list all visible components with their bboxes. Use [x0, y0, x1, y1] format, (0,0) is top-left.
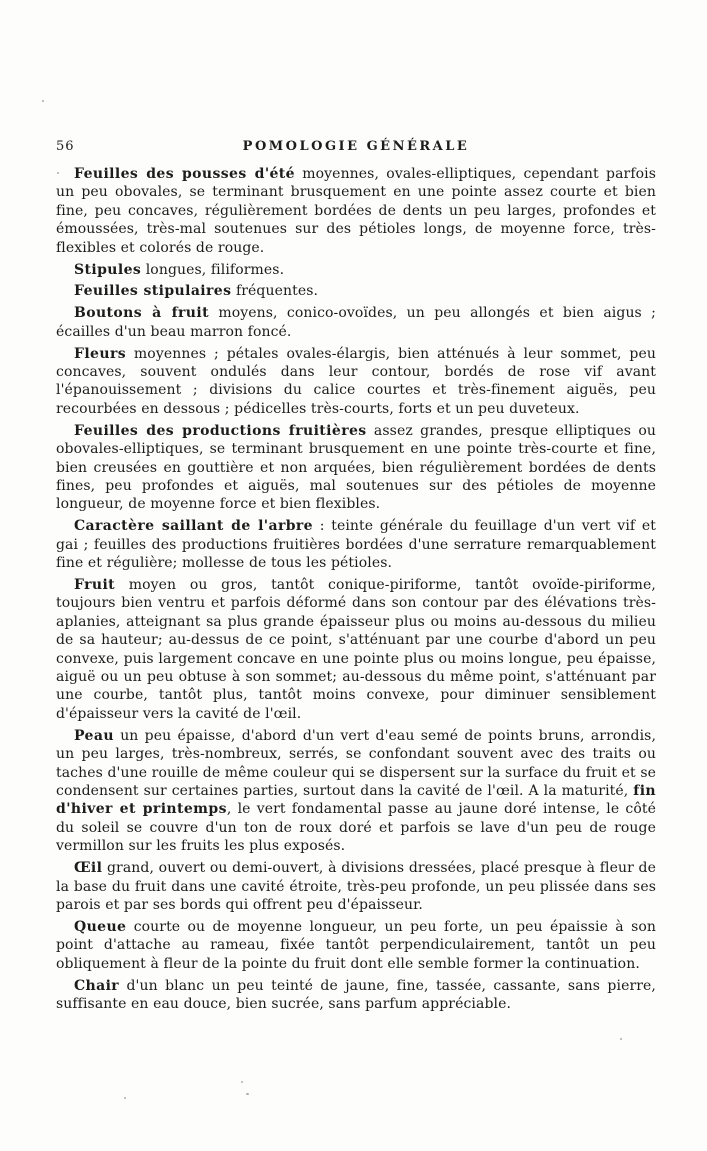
paragraph-lead: Feuilles des productions fruitières	[74, 422, 367, 439]
scan-speck	[42, 100, 44, 102]
text-block	[56, 165, 656, 1013]
paragraph-text: moyennes, ovales-elliptiques, cependant parfois un peu obovales, se terminant brusquement en une pointe assez courte et bien fine, peu concaves, régulièrement bordées de dents un peu larges, profondes et émoussées, très-mal soutenues sur des pétioles longs, de moyenne force, très-flexibles et colorés de rouge.	[56, 166, 656, 256]
scan-speck	[57, 172, 59, 174]
paragraph-lead: Feuilles des pousses d'été	[74, 166, 295, 182]
running-title: POMOLOGIE GÉNÉRALE	[242, 139, 470, 154]
paragraph-text: moyen ou gros, tantôt conique-piriforme, tantôt ovoïde-piriforme, toujours bien ventru et parfois déformé dans son contour par des élévations très-aplanies, atteignant sa plus grande épaisseur plus ou moins au-dessous du milieu de sa hauteur; au-dessus de ce point, s'atténuant par une courbe d'abord un peu convexe, puis largement concave en une pointe plus ou moins longue, peu épaisse, aiguë ou un peu obtuse à son sommet; au-dessous du même point, s'atténuant par une courbe, tantôt plus, tantôt moins convexe, pour diminuer sensiblement d'épaisseur vers la cavité de l'œil.	[56, 577, 656, 722]
paragraph-lead: Fruit	[74, 577, 116, 594]
paragraph-boutons-a-fruit	[56, 304, 656, 341]
paragraph-lead: Chair	[74, 977, 120, 994]
scan-speck	[124, 1097, 126, 1099]
paragraph-peau	[56, 727, 656, 856]
paragraph-lead: Stipules	[74, 261, 142, 278]
paragraph-text: un peu épaisse, d'abord d'un vert d'eau semé de points bruns, arrondis, un peu larges, très-nombreux, serrés, se confondant souvent avec des traits ou taches d'une rouille de même couleur qui se dispersent sur la surface du fruit et se condensent sur certaines parties, surtout dans la cavité de l'œil. A la maturité,	[56, 727, 656, 799]
paragraph-text: fréquentes.	[235, 283, 319, 300]
paragraph-text: moyennes ; pétales ovales-élargis, bien atténués à leur sommet, peu concaves, souvent ondulés dans leur contour, bordés de rose vif avant l'épanouissement ; divisions du calice courtes et très-finement aiguës, peu recourbées en dessous ; pédicelles très-courts, forts et un peu duveteux.	[56, 345, 656, 417]
maturity-season-bold: fin d'hiver et printemps	[56, 783, 656, 818]
paragraph-lead: Queue	[74, 918, 127, 935]
scan-speck	[246, 1093, 249, 1095]
paragraph-chair	[56, 977, 656, 1014]
page-number: 56	[56, 139, 75, 154]
paragraph-text: longues, filiformes.	[145, 261, 285, 278]
paragraph-text: grand, ouvert ou demi-ouvert, à divisions dressées, placé presque à fleur de la base du fruit dans une cavité étroite, très-peu profonde, un peu plissée dans ses parois et par ses bords qui offrent peu d'épaisseur.	[56, 860, 656, 913]
paragraph-feuilles-productions	[56, 422, 656, 514]
scan-speck	[241, 1081, 243, 1083]
paragraph-text-continued: , le vert fondamental passe au jaune doré intense, le côté du soleil se couvre d'un ton de roux doré et parfois se lave d'un peu de rouge vermillon sur les fruits les plus exposés.	[56, 801, 656, 855]
paragraph-fruit	[56, 576, 656, 723]
paragraph-text: courte ou de moyenne longueur, un peu forte, un peu épaissie à son point d'attache au rameau, fixée tantôt perpendiculairement, tantôt un peu obliquement à fleur de la pointe du fruit dont elle semble former la continuation.	[56, 918, 656, 972]
paragraph-lead: Feuilles stipulaires	[74, 283, 232, 300]
paragraph-fleurs	[56, 345, 656, 419]
paragraph-text: : teinte générale du feuillage d'un vert vif et gai ; feuilles des productions fruitières bordées d'une serrature remarquablement fine et régulière; mollesse de tous les pétioles.	[56, 518, 656, 572]
paragraph-feuilles-pousses	[56, 165, 656, 257]
paragraph-lead: Œil	[74, 860, 103, 877]
paragraph-oeil	[56, 859, 656, 914]
paragraph-feuilles-stipulaires	[56, 282, 656, 300]
paragraph-caractere-saillant	[56, 517, 656, 572]
paragraph-lead: Peau	[74, 727, 114, 744]
scan-speck	[620, 1038, 622, 1040]
paragraph-lead: Fleurs	[74, 345, 127, 362]
paragraph-text: assez grandes, presque elliptiques ou obovales-elliptiques, se terminant brusquement en une pointe très-courte et fine, bien creusées en gouttière et non arquées, bien régulièrement bordées de dents fines, peu profondes et aiguës, mal soutenues sur des pétioles de moyenne longueur, de moyenne force et bien flexibles.	[56, 422, 656, 513]
paragraph-lead: Caractère saillant de l'arbre	[74, 518, 313, 535]
paragraph-stipules	[56, 261, 656, 279]
paragraph-text: d'un blanc un peu teinté de jaune, fine, tassée, cassante, sans pierre, suffisante en eau douce, bien sucrée, sans parfum appréciable.	[56, 977, 656, 1012]
paragraph-queue	[56, 918, 656, 973]
page-header	[56, 138, 656, 156]
paragraph-lead: Boutons à fruit	[74, 305, 209, 322]
paragraph-text: moyens, conico-ovoïdes, un peu allongés et bien aigus ; écailles d'un beau marron foncé.	[56, 305, 656, 340]
